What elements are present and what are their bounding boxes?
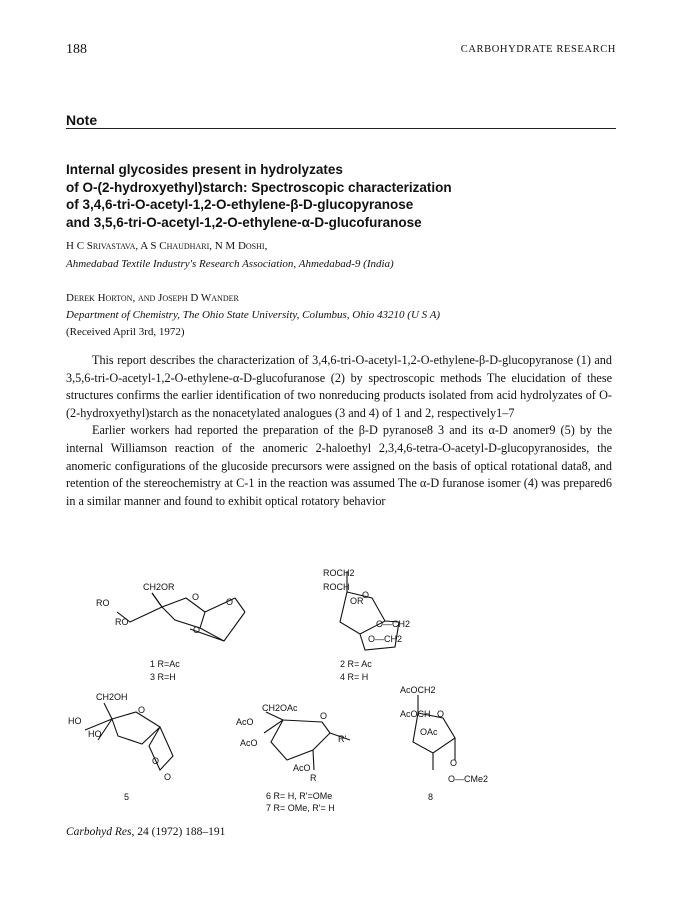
chem-label: AcOCH [400, 709, 431, 719]
chem-label: O [152, 756, 160, 766]
chem-label: AcOCH2 [400, 685, 436, 695]
chem-legend: 4 R= H [340, 672, 369, 682]
chem-label: HO [68, 716, 82, 726]
chem-number: 8 [428, 792, 434, 802]
chem-label: RO [115, 617, 129, 627]
chem-number: 5 [124, 792, 130, 802]
chem-label: O [362, 590, 370, 600]
chem-legend: 3 R=H [150, 672, 176, 682]
chem-label: O [450, 758, 458, 768]
affiliation-1: Ahmedabad Textile Industry's Research Association, Ahmedabad-9 (India) [66, 258, 394, 270]
footer-volume: , 24 (1972) 188–191 [131, 826, 226, 838]
page-number: 188 [66, 42, 87, 57]
chem-label: ROCH2 [323, 568, 355, 578]
affiliation-2: Department of Chemistry, The Ohio State University, Columbus, Ohio 43210 (U S A) [66, 309, 441, 321]
title-line: and 3,5,6-tri-O-acetyl-1,2-O-ethylene-α-D-glucofuranose [66, 214, 422, 230]
title-line: of O-(2-hydroxyethyl)starch: Spectroscopic characterization [66, 179, 452, 195]
chem-label: CH2OH [96, 692, 128, 702]
chem-label: AcO [293, 763, 311, 773]
chem-label: O—CMe2 [448, 774, 489, 784]
chem-legend: 1 R=Ac [150, 659, 180, 669]
chem-label: O—CH2 [368, 634, 403, 644]
chem-legend: 6 R= H, R'=OMe [266, 791, 333, 801]
footer-citation [66, 826, 225, 838]
received-date: (Received April 3rd, 1972) [66, 326, 185, 338]
chem-label: AcO [236, 717, 254, 727]
chem-label: O [320, 711, 328, 721]
section-label: Note [66, 112, 98, 128]
chem-label: ROCH [323, 582, 350, 592]
chem-label: O [193, 625, 201, 635]
chem-label: CH2OR [143, 582, 175, 592]
chem-label: O [138, 705, 146, 715]
chem-label: O [192, 592, 200, 602]
title-line: Internal glycosides present in hydrolyzates [66, 162, 343, 177]
chem-label: CH2OAc [262, 703, 298, 713]
chem-label: O—CH2 [376, 619, 411, 629]
authors-1: H C Srivastava, A S Chaudhari, N M Doshi, [66, 240, 268, 252]
chem-label: O [164, 772, 172, 782]
chem-label: O [226, 597, 234, 607]
chem-label: RO [96, 598, 110, 608]
paragraph-1: This report describes the characterization of 3,4,6-tri-O-acetyl-1,2-O-ethylene-β-D-glucopyranose (1) and 3,5,6-tri-O-acetyl-1,2-O-ethylene-α-D-glucofuranose (2) by spectroscopic methods The elucidation of these structures confirms the earlier identification of two nonreducing products isolated from acid hydrolyzates of O-(2-hydroxyethyl)starch as the nonacetylated analogues (3 and 4) of 1 and 2, respectively1–7 [66, 353, 612, 420]
authors-2: Derek Horton, and Joseph D Wander [66, 292, 239, 304]
chem-label: OR [350, 596, 364, 606]
chem-label: O [437, 709, 445, 719]
chem-label: R' [338, 734, 347, 744]
paragraph-2: Earlier workers had reported the preparation of the β-D pyranose8 3 and its α-D anomer9 (5) by the internal Williamson reaction of the anomeric 2-haloethyl 2,3,4,6-tetra-O-acetyl-D-glucopyranosides, the anomeric configurations of the glucoside precursors were assigned on the basis of optical rotational data8, and retention of the stereochemistry at C-1 in the reaction was assumed The α-D furanose isomer (4) was prepared6 in a similar manner and found to exhibit optical rotatory behavior [66, 423, 612, 508]
chem-label: AcO [240, 738, 258, 748]
title-line: of 3,4,6-tri-O-acetyl-1,2-O-ethylene-β-D-glucopyranose [66, 197, 414, 212]
chem-legend: 2 R= Ac [340, 659, 372, 669]
chem-label: R [310, 773, 317, 783]
chem-label: OAc [420, 727, 438, 737]
chem-legend: 7 R= OMe, R'= H [266, 803, 335, 813]
running-header: CARBOHYDRATE RESEARCH [460, 44, 616, 55]
footer-journal: Carbohyd Res [66, 826, 132, 838]
chem-label: HO [88, 729, 102, 739]
